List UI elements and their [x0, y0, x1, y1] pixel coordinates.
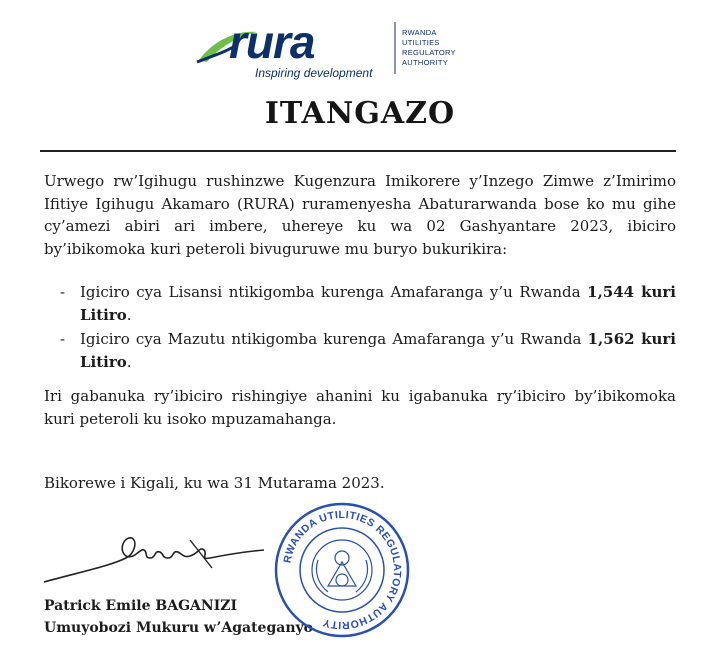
intro-paragraph: Urwego rw’Igihugu rushinzwe Kugenzura Imikorere y’Inzego Zimwe z’Imirimo Ifitiye Igihugu Akamaro (RURA) ruramenyesha Abaturarwanda bose ko mu gihe cy’amezi abiri ari imbere, uhereye ku wa 02 Gashyantare 2023, ibiciro by’ibikomoka kuri peteroli bivuguruwe mu buryo bukurikira:: [44, 172, 676, 258]
rura-logo: [195, 18, 475, 84]
title-divider: [40, 150, 676, 152]
mazutu-price: 1,562 kuri Litiro: [80, 330, 677, 371]
document-title: ITANGAZO: [264, 96, 456, 131]
logo-wordmark: rura: [229, 18, 315, 68]
signatory-name: Patrick Emile BAGANIZI: [44, 598, 238, 614]
bullet-item-lisansi: - Igiciro cya Lisansi ntikigomba kurenga Amafaranga y’u Rwanda 1,544 kuri Litiro.: [60, 283, 676, 324]
logo-authority-name: RWANDA UTILITIES REGULATORY AUTHORITY: [402, 28, 456, 67]
lisansi-price: 1,544 kuri Litiro: [80, 283, 676, 324]
signatory-position: Umuyobozi Mukuru w’Agateganyo: [44, 620, 313, 636]
official-stamp: [272, 500, 412, 640]
explanation-paragraph: Iri gabanuka ry’ibiciro rishingiye ahanini ku igabanuka ry’ibiciro by’ibikomoka kuri peteroli ku isoko mpuzamahanga.: [44, 387, 676, 428]
logo-tagline: Inspiring development: [255, 66, 373, 80]
bullet-item-mazutu: - Igiciro cya Mazutu ntikigomba kurenga Amafaranga y’u Rwanda 1,562 kuri Litiro.: [60, 330, 677, 371]
stamp-ring-text: RWANDA UTILITIES REGULATORY AUTHORITY: [281, 508, 404, 632]
handwritten-signature: [40, 528, 270, 592]
place-date: Bikorewe i Kigali, ku wa 31 Mutarama 2023.: [44, 474, 385, 492]
